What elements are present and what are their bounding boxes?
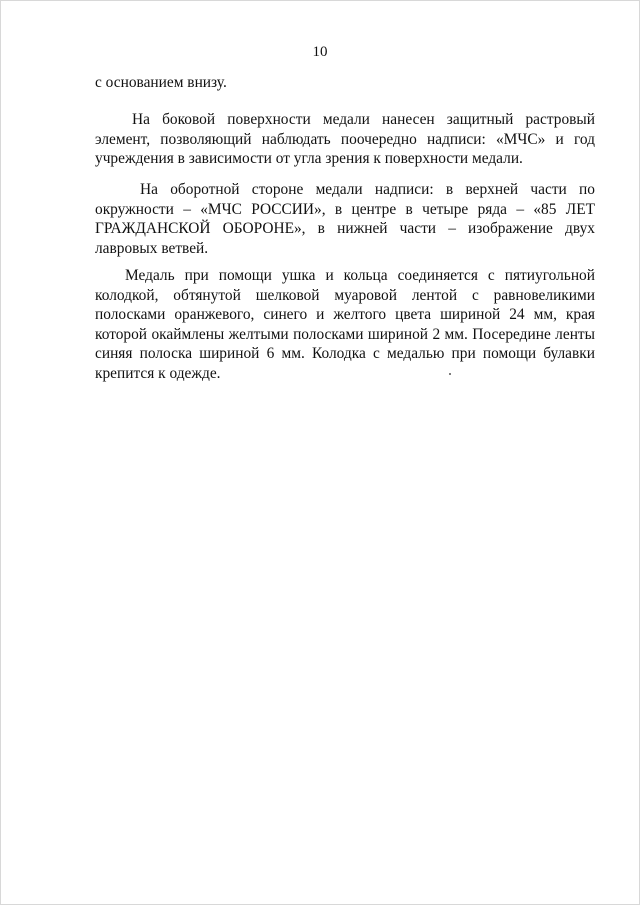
paragraph-ribbon: Медаль при помощи ушка и кольца соединяется с пятиугольной колодкой, обтянутой шелковой муаровой лентой с равновеликими полосками оранжевого, синего и желтого цвета шириной 24 мм, края которой окаймлены желтыми полосками шириной 2 мм. Посередине ленты синяя полоска шириной 6 мм. Колодка с медалью при помощи булавки крепится к одежде.: [95, 267, 595, 382]
paragraph-side-surface: На боковой поверхности медали нанесен защитный растровый элемент, позволяющий наблюдать поочередно надписи: «МЧС» и год учреждения в зависимости от угла зрения к поверхности медали.: [95, 111, 595, 167]
paragraph-continuation: с основанием внизу.: [95, 74, 227, 91]
page-number: 10: [312, 44, 328, 60]
paragraph-reverse-side: На оборотной стороне медали надписи: в верхней части по окружности – «МЧС РОССИИ», в центре в четыре ряда – «85 ЛЕТ ГРАЖДАНСКОЙ ОБОРОНЕ», в нижней части – изображение двух лавровых ветвей.: [95, 181, 595, 257]
scan-speck: [449, 373, 451, 375]
